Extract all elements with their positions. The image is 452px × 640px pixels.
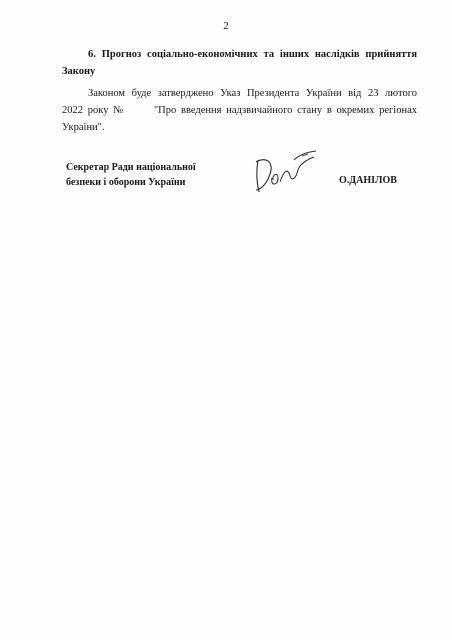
- handwritten-signature-icon: [250, 148, 320, 203]
- signer-title-line-1: Секретар Ради національної: [66, 162, 196, 173]
- page-number: 2: [223, 20, 229, 32]
- section-heading-line-2: Закону: [62, 66, 96, 77]
- signer-title: [66, 160, 196, 190]
- section-heading: [62, 46, 417, 80]
- paragraph-line-3: України".: [62, 122, 105, 133]
- paragraph-line-2: 2022 року № "Про введення надзвичайного стану в окремих регіонах: [62, 105, 417, 116]
- paragraph-line-1: Законом буде затверджено Указ Президента України від 23 лютого: [88, 88, 417, 99]
- signer-name: О.ДАНІЛОВ: [339, 175, 397, 186]
- signer-title-line-2: безпеки і оборони України: [66, 177, 186, 188]
- section-paragraph: [62, 85, 417, 136]
- section-heading-line-1: 6. Прогноз соціально-економічних та інших наслідків прийняття: [88, 49, 417, 60]
